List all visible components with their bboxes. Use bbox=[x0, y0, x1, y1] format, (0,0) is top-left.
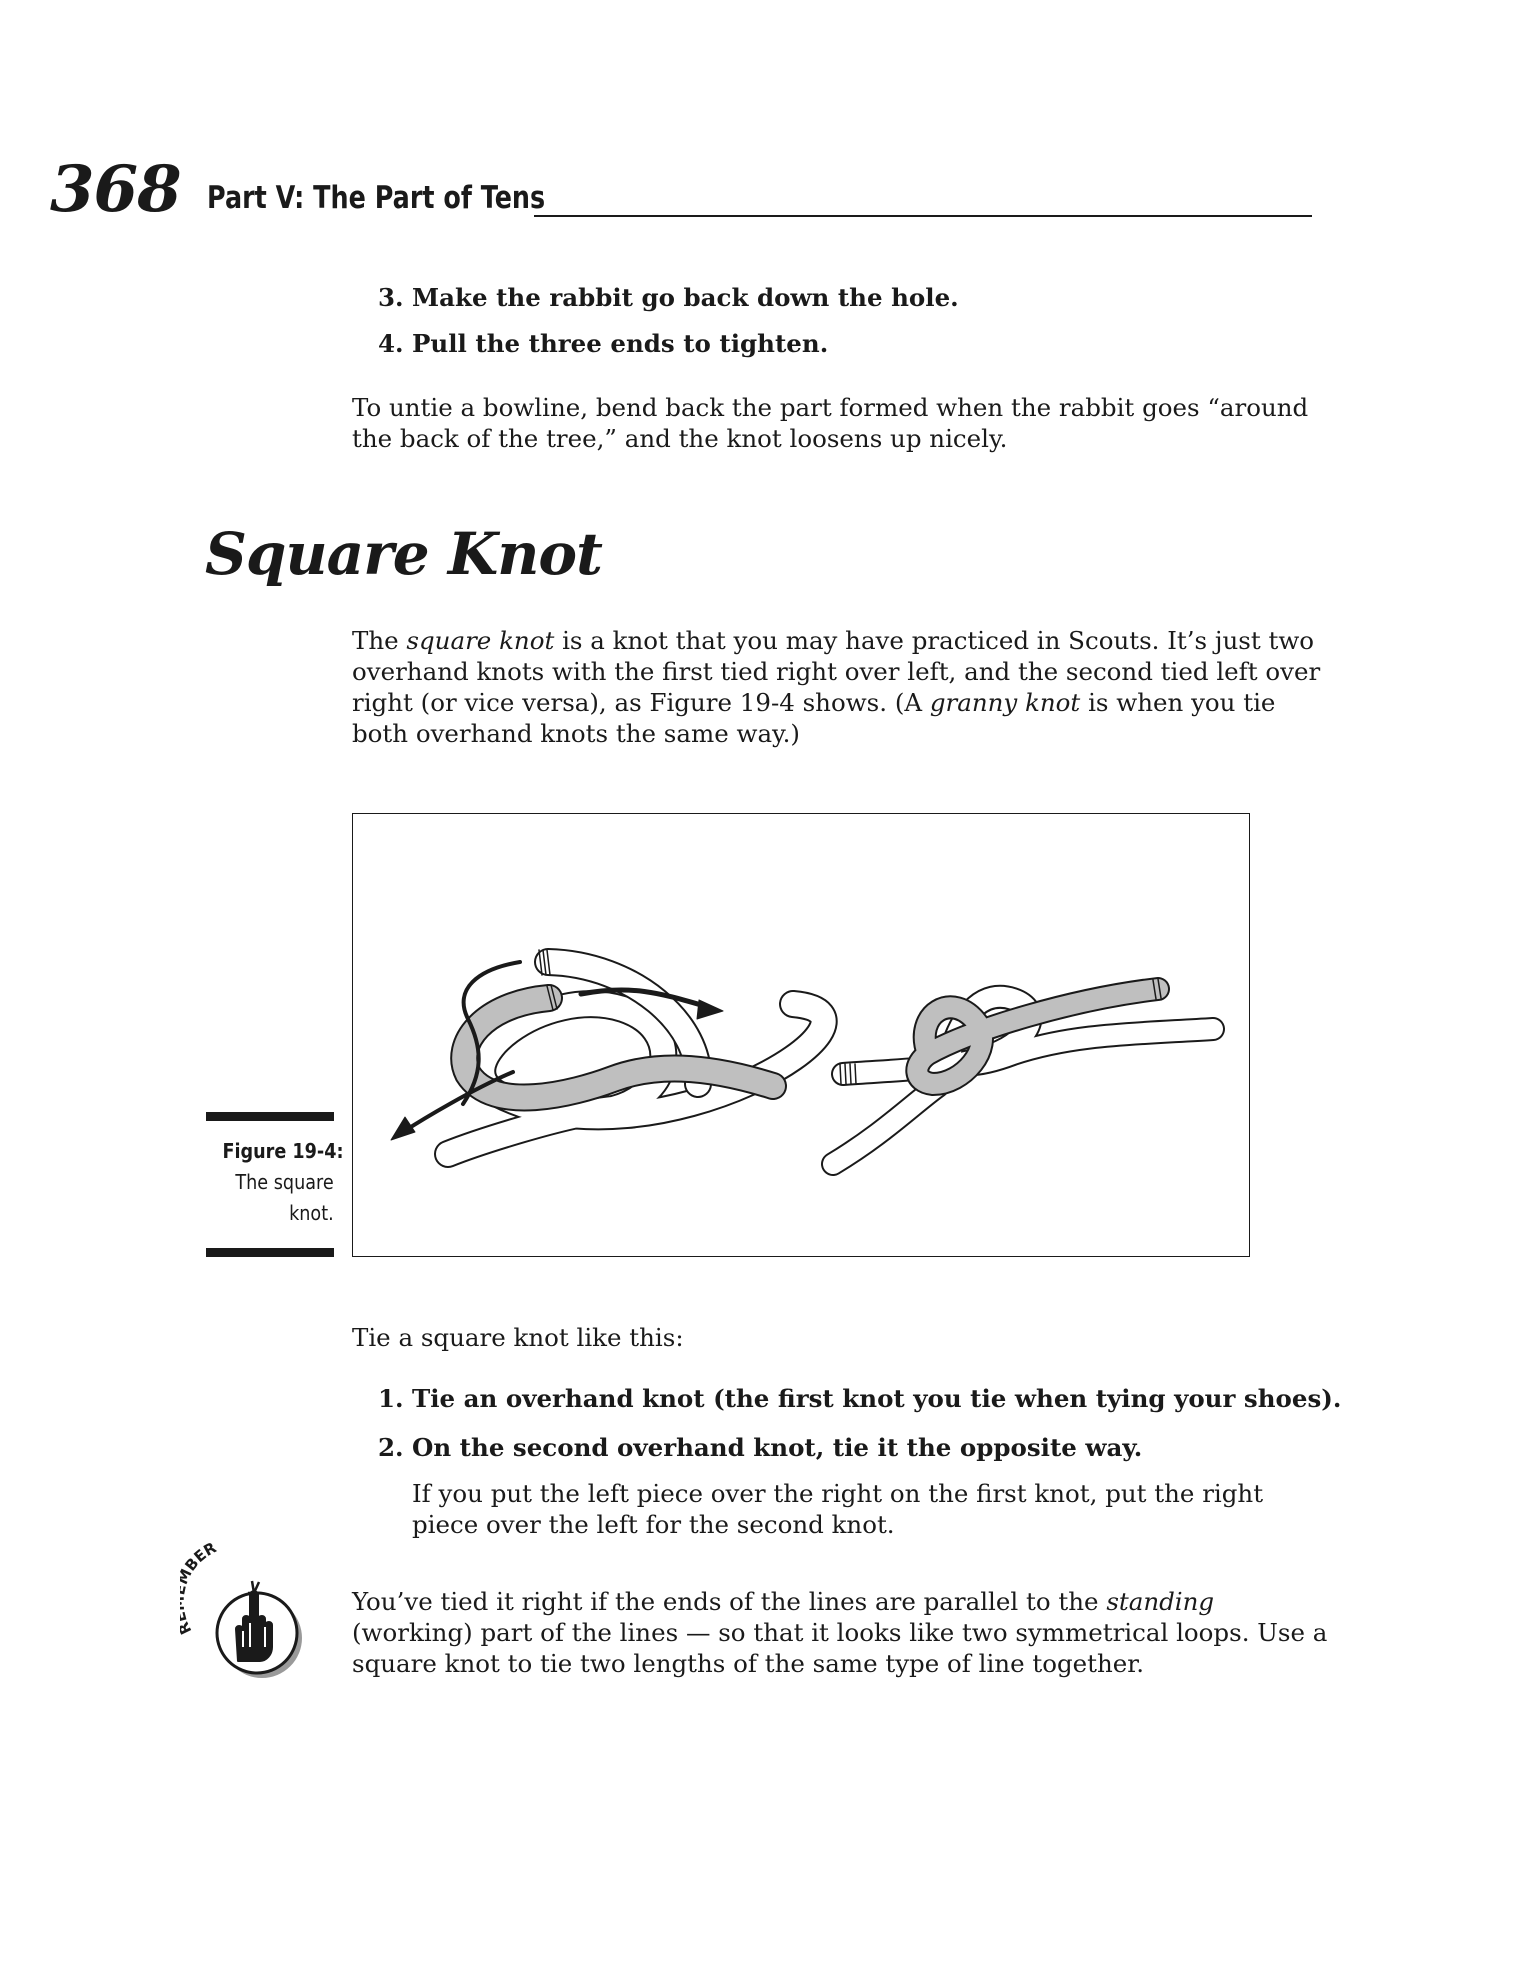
closing-paragraph bbox=[352, 1586, 1332, 1679]
closing-text-2: (working) part of the lines — so that it looks like two symmetrical loops. Use a square knot to tie two lengths of the same type of line together. bbox=[352, 1618, 1328, 1678]
caption-line-1: The square bbox=[235, 1170, 334, 1194]
tight-knot-drawing bbox=[833, 979, 1213, 1164]
remember-icon bbox=[180, 1543, 315, 1683]
figure-caption bbox=[206, 1136, 344, 1229]
caption-top-bar bbox=[206, 1112, 334, 1121]
step-text: On the second overhand knot, tie it the opposite way. bbox=[412, 1433, 1143, 1462]
term-granny-knot: granny knot bbox=[929, 688, 1081, 717]
figure-label: Figure 19-4: bbox=[222, 1139, 344, 1163]
step-number: 4. bbox=[378, 329, 404, 358]
square-knot-step-2 bbox=[378, 1432, 1142, 1463]
loose-knot-drawing bbox=[391, 950, 824, 1154]
step-text: Pull the three ends to tighten. bbox=[412, 329, 829, 358]
caption-line-2: knot. bbox=[289, 1201, 334, 1225]
intro-text-1: The bbox=[352, 626, 407, 655]
bowline-step-4 bbox=[378, 328, 828, 359]
figure-19-4 bbox=[352, 813, 1250, 1257]
step-number: 3. bbox=[378, 283, 404, 312]
square-knot-step-1 bbox=[378, 1383, 1341, 1414]
bowline-step-3 bbox=[378, 282, 959, 313]
square-knot-illustration bbox=[353, 814, 1251, 1258]
header-rule bbox=[534, 215, 1312, 217]
intro-text-2: is a knot that you may have practiced in Scouts. It’s just two overhand knots with the first tied right over left, and the second tied left over right (or vice versa), as Figure 19-4 shows. (A bbox=[352, 626, 1321, 717]
section-heading: Square Knot bbox=[205, 520, 602, 588]
caption-bottom-bar bbox=[206, 1248, 334, 1257]
square-knot-intro-paragraph bbox=[352, 625, 1332, 749]
intro-text-3: is when you tie both overhand knots the same way.) bbox=[352, 688, 1276, 748]
remember-label: BER bbox=[181, 1543, 220, 1575]
bowline-untie-paragraph: To untie a bowline, bend back the part formed when the rabbit goes “around the back of the tree,” and the knot loosens up nicely. bbox=[352, 393, 1309, 453]
term-standing: standing bbox=[1106, 1587, 1215, 1616]
steps-lead-in: Tie a square knot like this: bbox=[352, 1323, 684, 1352]
step-number: 2. bbox=[378, 1433, 404, 1462]
step-number: 1. bbox=[378, 1384, 404, 1413]
page-number: 368 bbox=[50, 152, 181, 227]
step-text: Make the rabbit go back down the hole. bbox=[412, 283, 959, 312]
closing-text-1: You’ve tied it right if the ends of the lines are parallel to the bbox=[352, 1587, 1107, 1616]
step-text: Tie an overhand knot (the first knot you tie when tying your shoes). bbox=[412, 1384, 1342, 1413]
term-square-knot: square knot bbox=[406, 626, 555, 655]
step-2-detail: If you put the left piece over the right on the first knot, put the right piece over the left for the second knot. bbox=[412, 1479, 1264, 1539]
running-head: Part V: The Part of Tens bbox=[207, 180, 546, 216]
